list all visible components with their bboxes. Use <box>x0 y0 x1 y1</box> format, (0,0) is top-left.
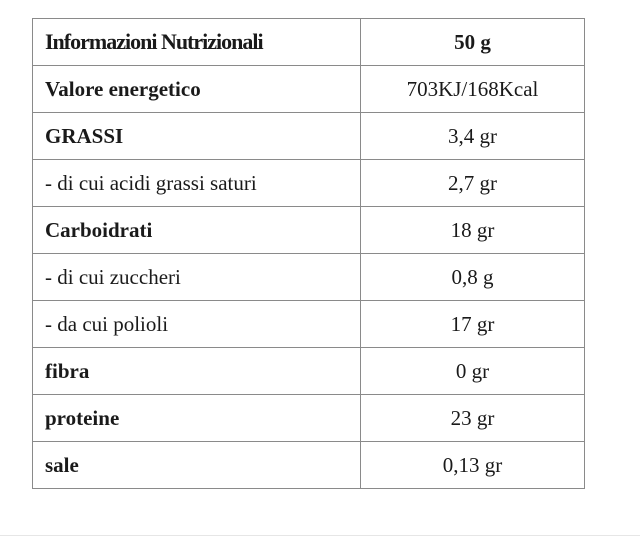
row-value: 17 gr <box>361 301 585 348</box>
row-value: 23 gr <box>361 395 585 442</box>
row-value: 0,8 g <box>361 254 585 301</box>
row-label: fibra <box>33 348 361 395</box>
table-row <box>33 66 585 113</box>
table-row <box>33 395 585 442</box>
row-value: 2,7 gr <box>361 160 585 207</box>
row-label: proteine <box>33 395 361 442</box>
table-row <box>33 160 585 207</box>
row-value: 703KJ/168Kcal <box>361 66 585 113</box>
header-value-cell: 50 g <box>361 19 585 66</box>
table-row <box>33 348 585 395</box>
table-row <box>33 301 585 348</box>
row-label: sale <box>33 442 361 489</box>
table-row <box>33 113 585 160</box>
table-row <box>33 254 585 301</box>
row-label: - da cui polioli <box>33 301 361 348</box>
row-value: 0,13 gr <box>361 442 585 489</box>
nutrition-table <box>32 18 585 489</box>
bottom-divider <box>0 535 640 536</box>
table-row <box>33 442 585 489</box>
row-label: - di cui zuccheri <box>33 254 361 301</box>
row-value: 18 gr <box>361 207 585 254</box>
header-label-cell: Informazioni Nutrizionali <box>33 19 361 66</box>
row-value: 3,4 gr <box>361 113 585 160</box>
table-row <box>33 207 585 254</box>
row-label: Valore energetico <box>33 66 361 113</box>
row-label: GRASSI <box>33 113 361 160</box>
row-label: - di cui acidi grassi saturi <box>33 160 361 207</box>
row-label: Carboidrati <box>33 207 361 254</box>
table-header-row <box>33 19 585 66</box>
row-value: 0 gr <box>361 348 585 395</box>
